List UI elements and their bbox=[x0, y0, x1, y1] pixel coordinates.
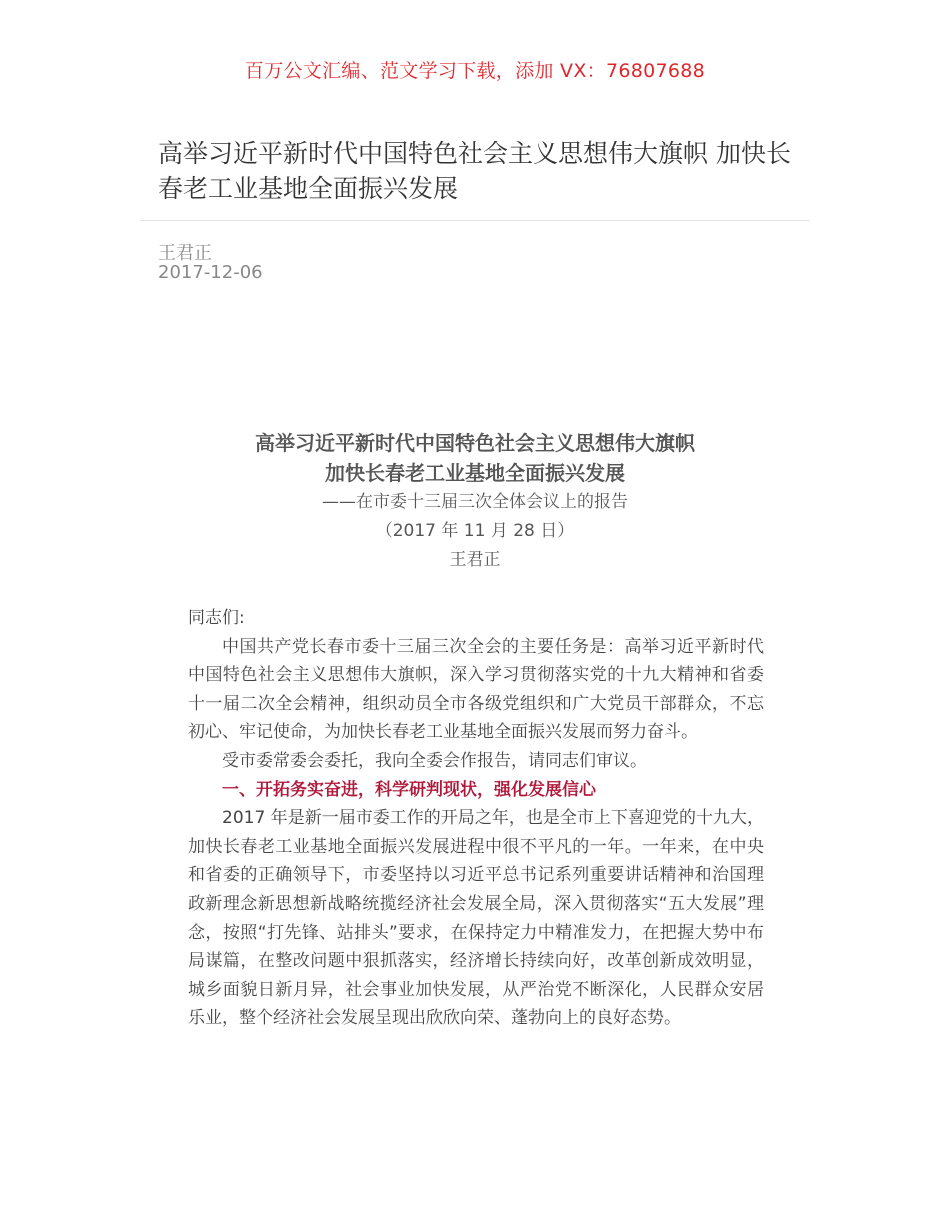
paragraph: 2017 年是新一届市委工作的开局之年，也是全市上下喜迎党的十九大，加快长春老工业基地全面振兴发展进程中很不平凡的一年。一年来，在中央和省委的正确领导下，市委坚持以习近平总书记系列重要讲话精神和治国理政新理念新思想新战略统揽经济社会发展全局，深入贯彻落实“五大发展”理念，按照“打先锋、站排头”要求，在保持定力中精准发力，在把握大势中布局谋篇，在整改问题中狠抓落实，经济增长持续向好，改革创新成效明显，城乡面貌日新月异，社会事业加快发展，从严治党不断深化，人民群众安居乐业，整个经济社会发展呈现出欣欣向荣、蓬勃向上的良好态势。 bbox=[188, 808, 764, 1029]
document-header bbox=[0, 428, 950, 575]
document-heading-line-2: 加快长春老工业基地全面振兴发展 bbox=[325, 461, 625, 485]
article-author: 王君正 bbox=[158, 243, 212, 264]
document-heading-line-1: 高举习近平新时代中国特色社会主义思想伟大旗帜 bbox=[255, 431, 695, 455]
paragraph: 中国共产党长春市委十三届三次全会的主要任务是：高举习近平新时代中国特色社会主义思想伟大旗帜，深入学习贯彻落实党的十九大精神和省委十一届二次全会精神，组织动员全市各级党组织和广大党员干部群众，不忘初心、牢记使命，为加快长春老工业基地全面振兴发展而努力奋斗。 bbox=[188, 636, 764, 743]
salutation: 同志们: bbox=[188, 608, 245, 628]
document-date: （2017 年 11 月 28 日） bbox=[375, 521, 575, 541]
document-body bbox=[188, 604, 764, 1033]
title-divider bbox=[140, 220, 810, 221]
article-date: 2017-12-06 bbox=[158, 262, 263, 283]
section-heading: 一、开拓务实奋进，科学研判现状，强化发展信心 bbox=[222, 779, 596, 800]
page-title: 高举习近平新时代中国特色社会主义思想伟大旗帜 加快长春老工业基地全面振兴发展 bbox=[158, 139, 791, 203]
paragraph: 受市委常委会委托，我向全委会作报告，请同志们审议。 bbox=[222, 750, 647, 771]
document-subtitle: ——在市委十三届三次全体会议上的报告 bbox=[322, 492, 628, 512]
document-speaker: 王君正 bbox=[449, 550, 501, 570]
promo-banner: 百万公文汇编、范文学习下载，添加 VX：76807688 bbox=[244, 60, 706, 82]
